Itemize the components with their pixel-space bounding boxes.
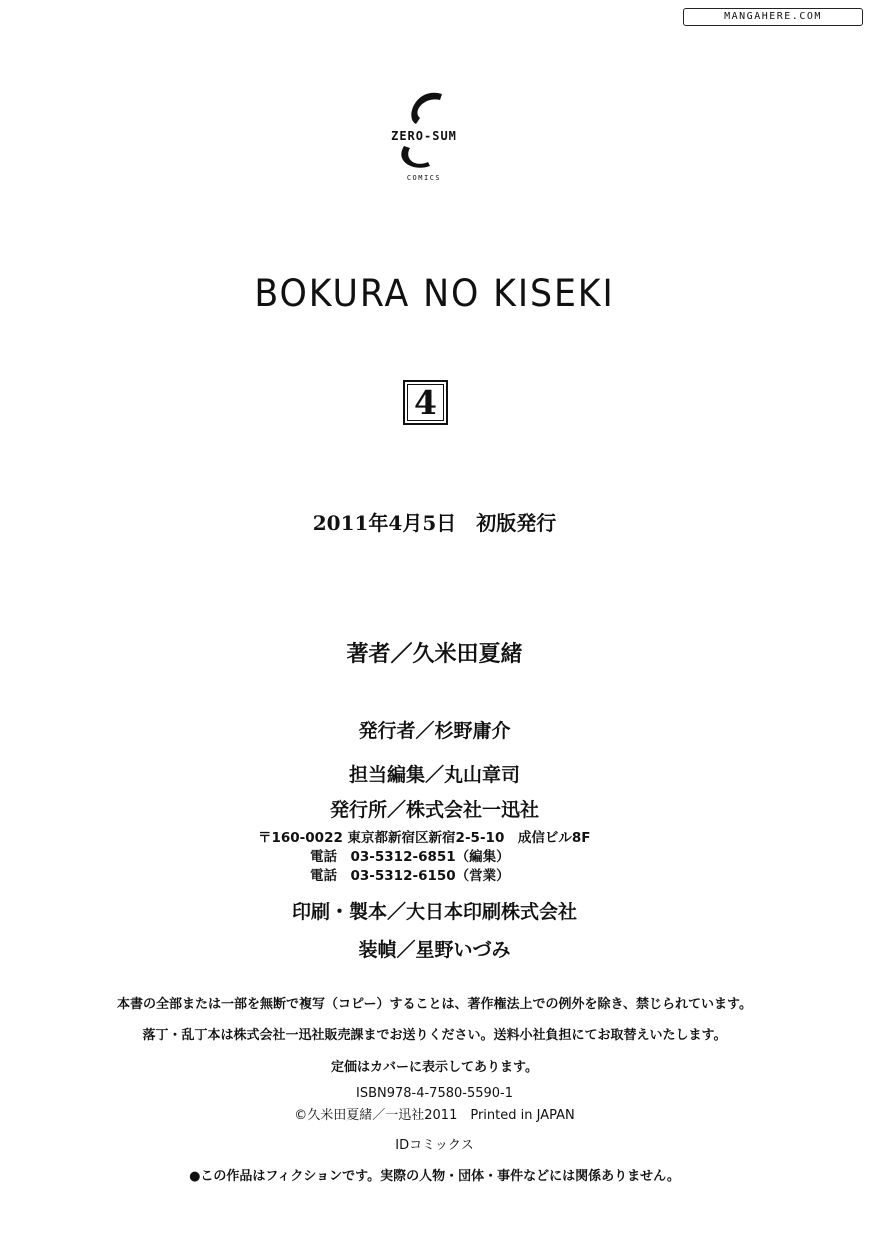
logo-c-mark: [411, 93, 442, 124]
copy-notice: 本書の全部または一部を無断で複写（コピー）することは、著作権法上での例外を除き、禁じられています。: [117, 997, 752, 1012]
book-title: BOKURA NO KISEKI: [254, 272, 615, 315]
publisher-person-credit: 発行者／杉野庸介: [358, 720, 511, 742]
phone-editorial: 電話 03-5312-6851（編集）: [310, 849, 510, 865]
volume-number: 4: [403, 380, 448, 425]
site-watermark: MANGAHERE.COM: [683, 8, 863, 26]
price-notice: 定価はカバーに表示してあります。: [331, 1060, 538, 1075]
publish-date: 2011年4月5日 初版発行: [312, 511, 557, 535]
imprint-label: IDコミックス: [395, 1138, 474, 1153]
phone-sales: 電話 03-5312-6150（営業）: [310, 868, 510, 884]
editor-credit: 担当編集／丸山章司: [348, 764, 520, 786]
author-credit: 著者／久米田夏緒: [346, 642, 523, 667]
fiction-notice: ●この作品はフィクションです。実際の人物・団体・事件などには関係ありません。: [189, 1169, 680, 1184]
publisher-company-credit: 発行所／株式会社一迅社: [329, 799, 539, 821]
publisher-address: 〒160-0022 東京都新宿区新宿2-5-10 成信ビル8F: [258, 830, 591, 846]
logo-zero-sum-text: ZERO-SUM: [391, 129, 457, 143]
printing-credit: 印刷・製本／大日本印刷株式会社: [291, 901, 577, 923]
logo-c-tail: [401, 146, 430, 168]
replacement-notice: 落丁・乱丁本は株式会社一迅社販売課までお送りください。送料小社負担にてお取替えいたします。: [142, 1028, 727, 1043]
design-credit: 装幀／星野いづみ: [358, 939, 511, 961]
zero-sum-comics-logo: [364, 88, 484, 188]
copyright: ©久米田夏緒／一迅社2011 Printed in JAPAN: [294, 1108, 575, 1123]
isbn: ISBN978-4-7580-5590-1: [355, 1086, 513, 1101]
logo-comics-text: COMICS: [406, 174, 442, 182]
